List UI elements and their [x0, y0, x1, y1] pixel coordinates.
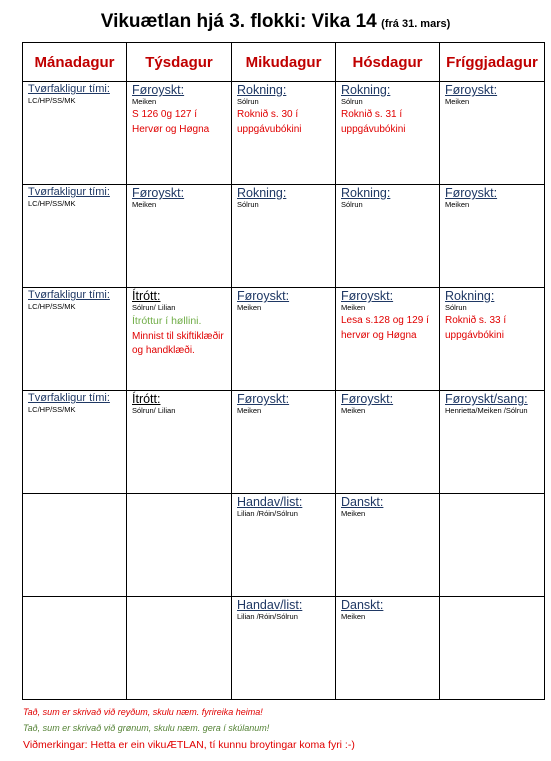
lesson: [127, 288, 231, 361]
cell-tuesday-2: [127, 185, 232, 288]
table-row: [23, 391, 545, 494]
lesson-teacher: Meiken: [341, 509, 366, 519]
homework-note: S 126 0g 127 í Hervør og Høgna: [132, 109, 210, 135]
cell-thursday-5: [336, 494, 440, 597]
lesson-subject: Føroyskt:: [237, 392, 290, 406]
day-header-thursday: Hósdagur: [336, 43, 440, 82]
cell-wednesday-6: [232, 597, 336, 700]
cell-wednesday-2: [232, 185, 336, 288]
lesson-teacher: Henrietta/Meiken /Sólrun: [445, 406, 528, 416]
homework-note: Roknið s. 30 í uppgávubókini: [237, 109, 302, 135]
notes: [23, 704, 543, 754]
lesson-teacher: Sólrun: [445, 303, 467, 313]
lesson-teacher: LC/HP/SS/MK: [28, 301, 76, 311]
lesson: [127, 82, 231, 139]
note-classwork: Tað, sum er skrivað við grønum, skulu næm. gera í skúlanum!: [23, 723, 270, 733]
cell-monday-5: [23, 494, 127, 597]
cell-tuesday-4: [127, 391, 232, 494]
lesson-teacher: Meiken: [341, 612, 366, 622]
day-header-row: [23, 43, 545, 82]
lesson-teacher: Meiken: [132, 200, 157, 210]
homework-note: Lesa s.128 og 129 í hervør og Høgna: [341, 315, 429, 341]
cell-wednesday-4: [232, 391, 336, 494]
lesson-teacher: Meiken: [132, 97, 157, 107]
table-row: [23, 597, 545, 700]
lesson-subject: Rokning:: [445, 289, 495, 303]
lesson-subject: Danskt:: [341, 495, 384, 509]
cell-friday-1: [440, 82, 545, 185]
lesson-subject: Føroyskt:: [341, 392, 394, 406]
cell-wednesday-3: [232, 288, 336, 391]
lesson-teacher: Sólrun: [237, 200, 259, 210]
lesson: [232, 288, 335, 315]
lesson-subject: Føroyskt:: [445, 186, 498, 200]
lesson-subject: Ítrótt:: [132, 392, 161, 406]
homework-note: Roknið s. 33 í uppgávbókini: [445, 315, 507, 341]
schedule-table: [22, 42, 545, 700]
lesson-teacher: LC/HP/SS/MK: [28, 95, 76, 105]
cell-friday-3: [440, 288, 545, 391]
lesson: [232, 185, 335, 212]
lesson-teacher: Sólrun/ Lilian: [132, 406, 176, 416]
lesson: [336, 391, 439, 418]
lesson: [23, 185, 126, 210]
lesson-subject: Føroyskt:: [237, 289, 290, 303]
cell-thursday-6: [336, 597, 440, 700]
lesson-subject: Tvørfakligur tími:: [28, 83, 110, 95]
lesson-subject: Tvørfakligur tími:: [28, 392, 110, 404]
table-row: [23, 185, 545, 288]
lesson-subject: Føroyskt:: [132, 83, 185, 97]
lesson-teacher: Lilian /Róin/Sólrun: [237, 612, 298, 622]
cell-friday-2: [440, 185, 545, 288]
day-header-monday: Mánadagur: [23, 43, 127, 82]
lesson-subject: Handav/list:: [237, 495, 303, 509]
cell-friday-6: [440, 597, 545, 700]
lesson-teacher: LC/HP/SS/MK: [28, 404, 76, 414]
lesson: [440, 597, 544, 600]
cell-tuesday-1: [127, 82, 232, 185]
cell-thursday-1: [336, 82, 440, 185]
lesson-teacher: Sólrun: [341, 97, 363, 107]
day-header-wednesday: Mikudagur: [232, 43, 336, 82]
cell-thursday-4: [336, 391, 440, 494]
note-homework: Tað, sum er skrivað við reyðum, skulu næm. fyrireika heima!: [23, 707, 263, 717]
day-header-tuesday: Týsdagur: [127, 43, 232, 82]
homework-note: Roknið s. 31 í uppgávubókini: [341, 109, 406, 135]
cell-wednesday-1: [232, 82, 336, 185]
cell-tuesday-3: [127, 288, 232, 391]
lesson-teacher: Meiken: [445, 200, 470, 210]
note-remarks: Viðmerkingar: Hetta er ein vikuÆTLAN, tí kunnu broytingar koma fyri :-): [23, 739, 355, 751]
lesson-subject: Tvørfakligur tími:: [28, 289, 110, 301]
lesson-teacher: Sólrun/ Lilian: [132, 303, 176, 313]
lesson-teacher: Meiken: [237, 303, 262, 313]
classwork-note: Ítróttur í høllini.: [132, 315, 202, 327]
lesson-subject: Handav/list:: [237, 598, 303, 612]
cell-friday-4: [440, 391, 545, 494]
schedule-body: [23, 82, 545, 700]
cell-thursday-2: [336, 185, 440, 288]
title-date: (frá 31. mars): [381, 18, 451, 30]
cell-monday-2: [23, 185, 127, 288]
title-main: Vikuætlan hjá 3. flokki: Vika 14: [100, 11, 377, 32]
lesson: [336, 82, 439, 139]
lesson: [127, 185, 231, 212]
lesson: [440, 494, 544, 497]
cell-tuesday-5: [127, 494, 232, 597]
lesson: [23, 494, 126, 497]
lesson: [23, 391, 126, 416]
lesson-teacher: Meiken: [445, 97, 470, 107]
lesson: [232, 597, 335, 624]
table-row: [23, 82, 545, 185]
homework-note: Minnist til skiftiklæðir og handklæði.: [132, 330, 224, 357]
lesson-subject: Rokning:: [341, 83, 391, 97]
lesson: [127, 597, 231, 600]
cell-monday-3: [23, 288, 127, 391]
lesson: [23, 288, 126, 313]
lesson-subject: Ítrótt:: [132, 289, 161, 303]
lesson-subject: Føroyskt:: [132, 186, 185, 200]
cell-tuesday-6: [127, 597, 232, 700]
lesson: [336, 288, 439, 345]
lesson-teacher: Sólrun: [237, 97, 259, 107]
lesson: [440, 185, 544, 212]
cell-thursday-3: [336, 288, 440, 391]
lesson: [232, 82, 335, 139]
lesson-teacher: Meiken: [237, 406, 262, 416]
lesson-subject: Rokning:: [237, 83, 287, 97]
lesson: [23, 82, 126, 107]
lesson: [23, 597, 126, 600]
lesson-subject: Rokning:: [341, 186, 391, 200]
cell-friday-5: [440, 494, 545, 597]
lesson: [127, 391, 231, 418]
lesson-teacher: Meiken: [341, 406, 366, 416]
lesson: [232, 494, 335, 521]
lesson: [336, 494, 439, 521]
lesson: [336, 185, 439, 212]
lesson-subject: Føroyskt:: [341, 289, 394, 303]
lesson: [127, 494, 231, 497]
lesson-teacher: Lilian /Róin/Sólrun: [237, 509, 298, 519]
lesson-teacher: LC/HP/SS/MK: [28, 198, 76, 208]
lesson-subject: Tvørfakligur tími:: [28, 186, 110, 198]
lesson-subject: Føroyskt/sang:: [445, 392, 528, 406]
table-row: [23, 494, 545, 597]
cell-monday-4: [23, 391, 127, 494]
lesson-teacher: Sólrun: [341, 200, 363, 210]
cell-monday-6: [23, 597, 127, 700]
cell-monday-1: [23, 82, 127, 185]
day-header-friday: Fríggjadagur: [440, 43, 545, 82]
lesson-teacher: Meiken: [341, 303, 366, 313]
lesson-subject: Rokning:: [237, 186, 287, 200]
lesson: [440, 288, 544, 345]
lesson: [336, 597, 439, 624]
lesson-subject: Danskt:: [341, 598, 384, 612]
lesson: [440, 82, 544, 109]
page-title: [0, 11, 551, 33]
table-row: [23, 288, 545, 391]
cell-wednesday-5: [232, 494, 336, 597]
lesson-subject: Føroyskt:: [445, 83, 498, 97]
lesson: [440, 391, 544, 418]
lesson: [232, 391, 335, 418]
